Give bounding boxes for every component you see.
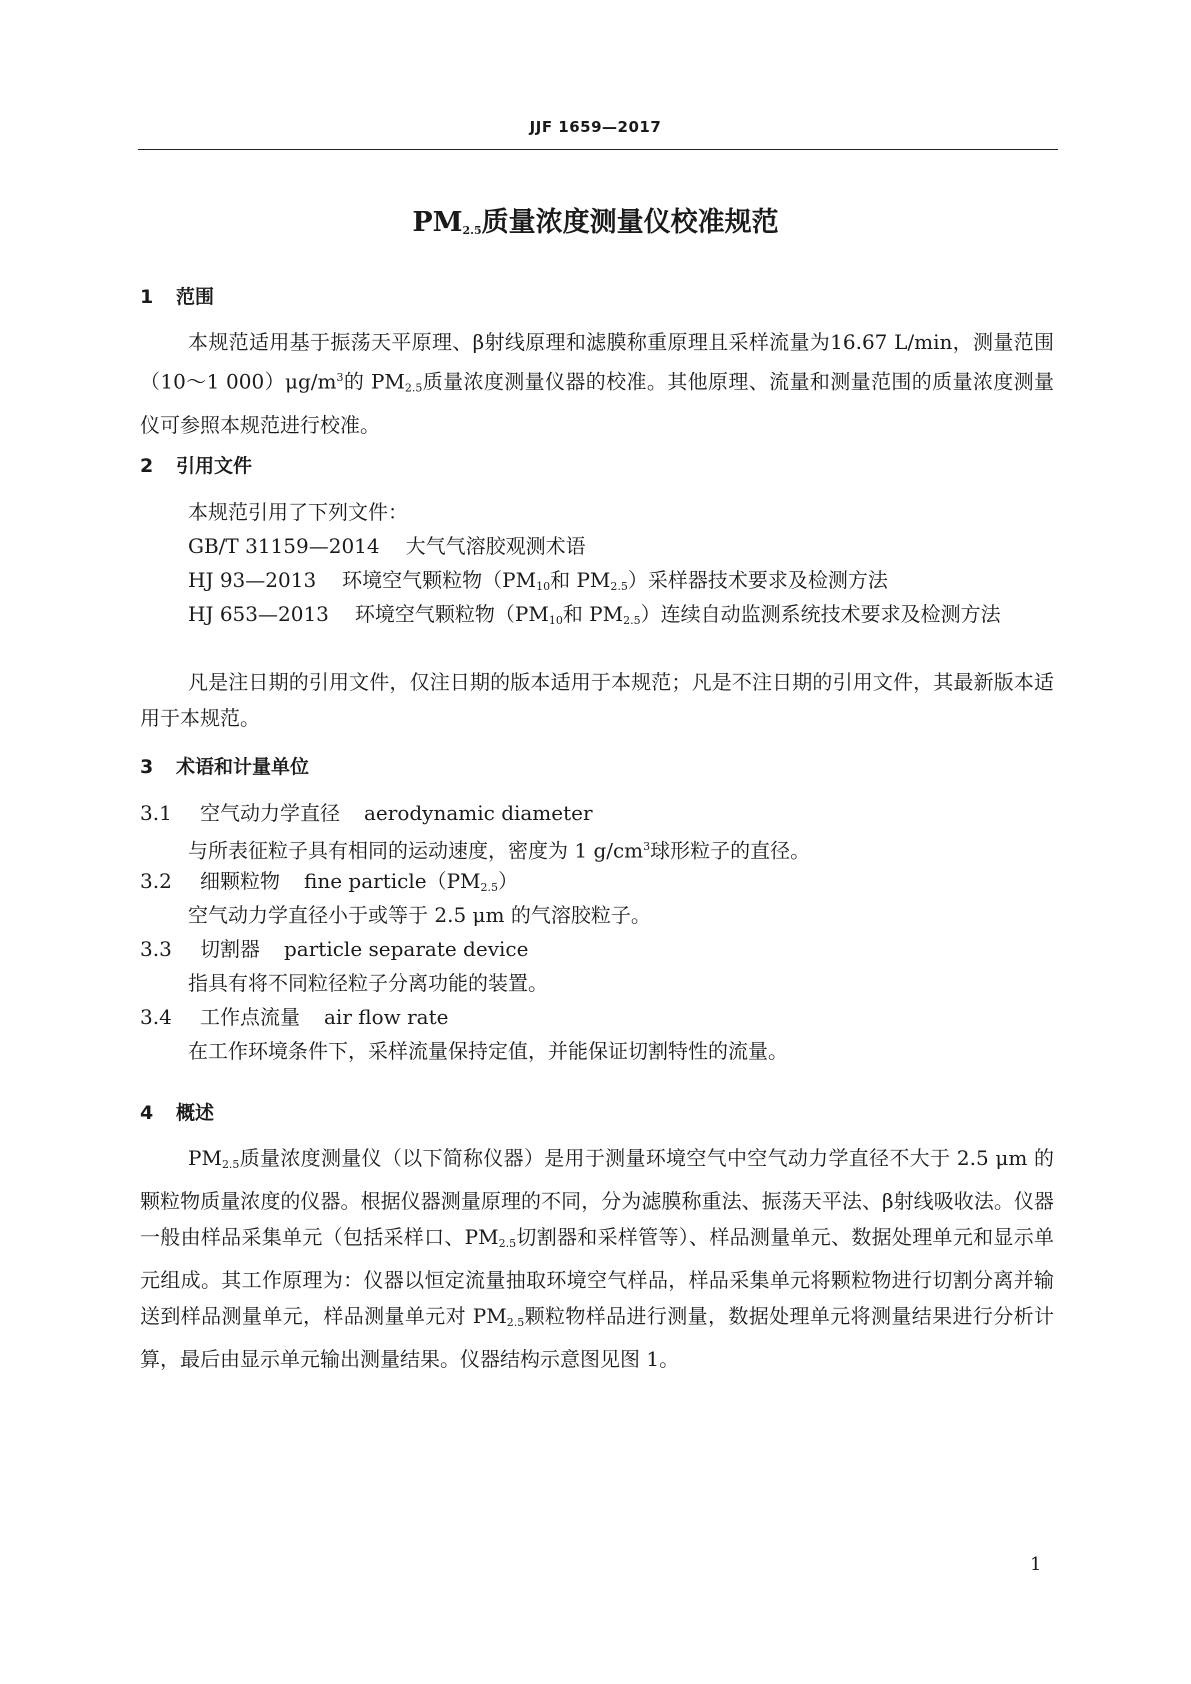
term-chinese: 工作点流量 (200, 1005, 300, 1029)
document-title (0, 200, 1191, 239)
section-number: 2 (140, 455, 154, 477)
reference-item-wrapped (140, 596, 1054, 639)
term-3-3-definition: 指具有将不同粒径粒子分离功能的装置。 (188, 971, 548, 995)
overview-text-b: 质量浓度测量仪（以下简称仪器）是用于测量环境空气中空气动力学直径不大于 2.5 μm 的颗粒物质量浓度的仪器。根据仪器测量原理的不同，分为滤膜称重法、振荡天平法、β射线吸收法。仪器一般由样品采集单元（包括采样口、PM (140, 1146, 1054, 1249)
section-heading-terms (140, 752, 309, 779)
overview-text-c: 切割器和采样管等）、样品测量单元、数据处理单元和显示单元组成。其工作原理为：仪器以恒定流量抽取环境空气样品，样品采集单元将颗粒物进行切割分离并输送到样品测量单元，样品测量单元对 PM (140, 1225, 1055, 1328)
term-english: aerodynamic diameter (364, 801, 593, 825)
scope-paragraph (140, 324, 1054, 443)
reference-title-b: 和 PM (550, 568, 611, 592)
page-number: 1 (1030, 1554, 1042, 1575)
term-english: particle separate device (284, 937, 529, 961)
term-english: air flow rate (324, 1005, 449, 1029)
references-note: 凡是注日期的引用文件，仅注日期的版本适用于本规范；凡是不注日期的引用文件，其最新版本适用于本规范。 (140, 670, 1054, 730)
reference-title-c: ）采样器技术要求及检测方法 (627, 568, 888, 592)
header-rule (138, 149, 1058, 150)
definition-text-a: 与所表征粒子具有相同的运动速度，密度为 1 g/cm (188, 838, 644, 863)
term-number: 3.2 (140, 869, 172, 893)
term-chinese: 空气动力学直径 (200, 801, 340, 825)
section-heading-references (140, 451, 252, 478)
section-heading-overview (140, 1098, 214, 1125)
term-close-paren: ） (498, 869, 519, 893)
definition-text-b: 球形粒子的直径。 (650, 838, 811, 863)
overview-subscript: 2.5 (221, 1158, 240, 1171)
reference-code: GB/T 31159—2014 (188, 534, 380, 558)
title-text: 质量浓度测量仪校准规范 (481, 207, 779, 238)
reference-title-a: 环境空气颗粒物（PM (342, 568, 537, 592)
overview-subscript: 2.5 (498, 1237, 517, 1250)
section-title: 引用文件 (176, 455, 253, 477)
term-chinese: 切割器 (200, 937, 260, 961)
reference-title-b: 和 PM (562, 602, 624, 626)
term-subscript: 2.5 (480, 881, 499, 894)
overview-text-a: PM (188, 1146, 222, 1170)
section-title: 术语和计量单位 (176, 756, 310, 778)
term-number: 3.1 (140, 801, 172, 825)
reference-code: HJ 93—2013 (188, 568, 317, 592)
scope-text-a: 本规范适用基于振荡天平原理、β射线原理和滤膜称重原理且采样流量为16.67 L/min，测量范围（10～1 000）μg/m (140, 330, 1054, 394)
term-3-4-definition: 在工作环境条件下，采样流量保持定值，并能保证切割特性的流量。 (188, 1039, 788, 1063)
references-intro: 本规范引用了下列文件： (188, 500, 408, 524)
reference-subscript: 2.5 (623, 614, 641, 627)
definition-superscript: 3 (643, 840, 651, 853)
reference-title-c: ）连续自动监测系统技术要求及检测方法 (640, 602, 1001, 626)
section-title: 范围 (176, 286, 215, 308)
term-english: fine particle（PM (304, 869, 481, 893)
title-pm-subscript: 2.5 (462, 224, 482, 237)
reference-code: HJ 653—2013 (188, 602, 329, 626)
term-3-2-definition: 空气动力学直径小于或等于 2.5 μm 的气溶胶粒子。 (188, 903, 651, 927)
title-pm: PM (412, 207, 463, 238)
reference-title: 大气气溶胶观测术语 (405, 534, 586, 558)
section-heading-scope (140, 282, 214, 309)
reference-subscript: 2.5 (610, 580, 628, 593)
term-3-4 (140, 999, 448, 1035)
reference-subscript: 10 (548, 614, 563, 627)
scope-text-b: 的 PM (343, 369, 405, 394)
term-3-1 (140, 795, 593, 831)
section-title: 概述 (176, 1102, 215, 1124)
overview-text-d: 颗粒物样品进行测量，数据处理单元将测量结果进行分析计算，最后由显示单元输出测量结果。仪器结构示意图见图 1。 (140, 1304, 1054, 1371)
reference-title-a: 环境空气颗粒物（PM (354, 602, 549, 626)
reference-subscript: 10 (536, 580, 551, 593)
scope-text-c: 质量浓度测量仪器的校准。其他原理、流量和测量范围的质量浓度测量仪可参照本规范进行校准。 (140, 369, 1055, 437)
overview-paragraph (140, 1140, 1054, 1377)
term-number: 3.4 (140, 1005, 172, 1029)
section-number: 4 (140, 1102, 154, 1124)
document-code-header: JJF 1659—2017 (529, 118, 662, 136)
term-number: 3.3 (140, 937, 172, 961)
overview-subscript: 2.5 (506, 1316, 525, 1329)
scope-superscript: 3 (336, 371, 344, 384)
term-3-3 (140, 931, 528, 967)
scope-subscript: 2.5 (404, 381, 423, 395)
reference-item (188, 528, 586, 564)
section-number: 3 (140, 756, 154, 778)
section-number: 1 (140, 286, 154, 308)
term-chinese: 细颗粒物 (200, 869, 280, 893)
